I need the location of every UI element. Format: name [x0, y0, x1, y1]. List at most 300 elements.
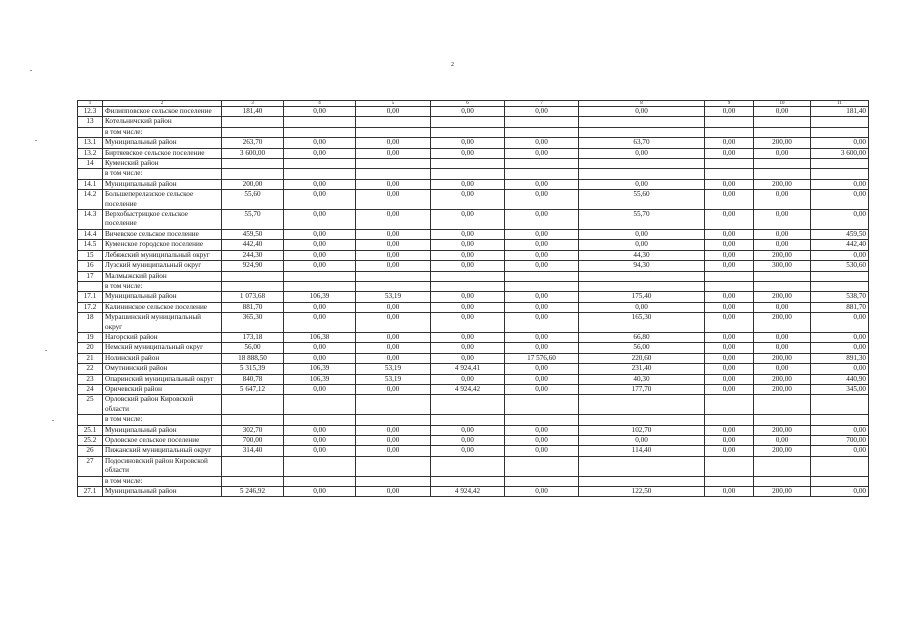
value-cell: 0,00	[754, 436, 811, 446]
value-cell: 0,00	[356, 229, 431, 239]
value-cell	[579, 281, 705, 291]
value-cell	[356, 415, 431, 425]
value-cell: 173,18	[222, 332, 284, 342]
row-name-cell: в том числе:	[103, 281, 222, 291]
value-cell: 0,00	[505, 148, 579, 158]
value-cell	[754, 395, 811, 415]
value-cell: 0,00	[705, 261, 754, 271]
column-number: 8	[579, 101, 705, 107]
value-cell	[222, 395, 284, 415]
value-cell: 0,00	[431, 292, 505, 302]
value-cell: 0,00	[431, 343, 505, 353]
value-cell: 0,00	[754, 107, 811, 117]
value-cell: 0,00	[505, 107, 579, 117]
row-name-cell: Муниципальный район	[103, 487, 222, 497]
value-cell	[222, 169, 284, 179]
value-cell	[811, 456, 869, 476]
value-cell: 0,00	[811, 210, 869, 230]
value-cell: 0,00	[811, 364, 869, 374]
value-cell: 0,00	[284, 210, 356, 230]
column-number: 2	[103, 101, 222, 107]
value-cell: 0,00	[431, 261, 505, 271]
row-number-cell: 17.2	[78, 302, 103, 312]
value-cell: 0,00	[705, 343, 754, 353]
value-cell: 0,00	[505, 425, 579, 435]
value-cell: 0,00	[705, 302, 754, 312]
row-name-cell: Подосиновский район Кировской области	[103, 456, 222, 476]
row-name-cell: Большеперелазское сельское поселение	[103, 190, 222, 210]
value-cell: 0,00	[356, 210, 431, 230]
value-cell: 0,00	[284, 261, 356, 271]
value-cell	[431, 395, 505, 415]
value-cell: 0,00	[284, 425, 356, 435]
value-cell: 459,50	[222, 229, 284, 239]
table-row	[78, 281, 869, 291]
value-cell: 200,00	[222, 179, 284, 189]
row-number-cell: 25.1	[78, 425, 103, 435]
table-row	[78, 240, 869, 250]
row-number-cell: 24	[78, 384, 103, 394]
value-cell: 0,00	[579, 148, 705, 158]
value-cell: 56,00	[579, 343, 705, 353]
value-cell: 0,00	[356, 487, 431, 497]
value-cell: 0,00	[705, 107, 754, 117]
column-number: 11	[811, 101, 869, 107]
value-cell: 63,70	[579, 138, 705, 148]
value-cell	[284, 169, 356, 179]
value-cell: 0,00	[705, 229, 754, 239]
value-cell	[356, 476, 431, 486]
value-cell: 0,00	[811, 487, 869, 497]
row-number-cell	[78, 476, 103, 486]
value-cell	[284, 159, 356, 169]
value-cell: 0,00	[505, 179, 579, 189]
value-cell: 314,40	[222, 446, 284, 456]
value-cell	[579, 456, 705, 476]
value-cell: 200,00	[754, 292, 811, 302]
row-name-cell: Нагорский район	[103, 332, 222, 342]
value-cell	[222, 476, 284, 486]
table-row	[78, 415, 869, 425]
column-number: 9	[705, 101, 754, 107]
scan-mark	[45, 350, 47, 351]
row-number-cell: 14.5	[78, 240, 103, 250]
value-cell	[579, 159, 705, 169]
table-row	[78, 302, 869, 312]
value-cell	[505, 456, 579, 476]
value-cell	[431, 476, 505, 486]
page-number: 2	[451, 62, 454, 68]
value-cell: 55,70	[222, 210, 284, 230]
value-cell	[705, 476, 754, 486]
value-cell: 0,00	[811, 250, 869, 260]
value-cell: 122,50	[579, 487, 705, 497]
value-cell: 0,00	[811, 425, 869, 435]
row-name-cell: Вичевское сельское поселение	[103, 229, 222, 239]
value-cell: 0,00	[579, 107, 705, 117]
value-cell: 18 888,50	[222, 353, 284, 363]
value-cell	[284, 117, 356, 127]
value-cell: 53,19	[356, 292, 431, 302]
value-cell: 0,00	[284, 240, 356, 250]
value-cell: 0,00	[431, 436, 505, 446]
value-cell: 244,30	[222, 250, 284, 260]
value-cell: 0,00	[284, 138, 356, 148]
value-cell: 0,00	[356, 353, 431, 363]
value-cell: 102,70	[579, 425, 705, 435]
value-cell	[222, 281, 284, 291]
value-cell	[505, 415, 579, 425]
value-cell	[705, 271, 754, 281]
value-cell: 0,00	[754, 302, 811, 312]
table-row	[78, 425, 869, 435]
column-number: 10	[754, 101, 811, 107]
row-number-cell: 14	[78, 159, 103, 169]
value-cell	[579, 395, 705, 415]
value-cell: 0,00	[754, 240, 811, 250]
value-cell: 40,30	[579, 374, 705, 384]
value-cell: 0,00	[356, 425, 431, 435]
value-cell: 0,00	[754, 210, 811, 230]
value-cell: 0,00	[356, 240, 431, 250]
value-cell: 56,00	[222, 343, 284, 353]
value-cell: 0,00	[705, 364, 754, 374]
value-cell: 0,00	[356, 190, 431, 210]
row-number-cell: 19	[78, 332, 103, 342]
row-name-cell: Муниципальный район	[103, 425, 222, 435]
value-cell	[705, 127, 754, 137]
value-cell: 0,00	[811, 332, 869, 342]
value-cell	[505, 169, 579, 179]
table-row	[78, 250, 869, 260]
value-cell: 924,90	[222, 261, 284, 271]
value-cell	[284, 281, 356, 291]
value-cell: 0,00	[754, 343, 811, 353]
row-name-cell: в том числе:	[103, 476, 222, 486]
table-row	[78, 364, 869, 374]
scan-mark	[52, 420, 54, 421]
value-cell: 200,00	[754, 138, 811, 148]
value-cell: 0,00	[431, 107, 505, 117]
value-cell: 5 246,92	[222, 487, 284, 497]
value-cell: 181,40	[222, 107, 284, 117]
value-cell: 300,00	[754, 261, 811, 271]
row-name-cell: Куменский район	[103, 159, 222, 169]
value-cell: 0,00	[705, 353, 754, 363]
value-cell: 0,00	[431, 148, 505, 158]
value-cell: 0,00	[431, 240, 505, 250]
value-cell: 0,00	[431, 190, 505, 210]
value-cell	[284, 127, 356, 137]
row-number-cell: 14.1	[78, 179, 103, 189]
value-cell: 0,00	[356, 107, 431, 117]
scan-mark	[30, 70, 32, 71]
value-cell	[811, 476, 869, 486]
value-cell	[505, 281, 579, 291]
table-row	[78, 159, 869, 169]
value-cell	[579, 117, 705, 127]
value-cell	[579, 271, 705, 281]
row-number-cell: 14.2	[78, 190, 103, 210]
value-cell	[811, 395, 869, 415]
scan-mark	[35, 140, 37, 141]
column-number: 1	[78, 101, 103, 107]
value-cell: 200,00	[754, 353, 811, 363]
row-number-cell	[78, 127, 103, 137]
value-cell: 0,00	[356, 250, 431, 260]
value-cell: 0,00	[356, 313, 431, 333]
value-cell	[284, 271, 356, 281]
row-number-cell	[78, 169, 103, 179]
value-cell	[705, 395, 754, 415]
table-row	[78, 127, 869, 137]
value-cell: 220,60	[579, 353, 705, 363]
value-cell: 0,00	[284, 384, 356, 394]
value-cell: 0,00	[579, 229, 705, 239]
value-cell: 200,00	[754, 425, 811, 435]
value-cell	[222, 456, 284, 476]
value-cell: 44,30	[579, 250, 705, 260]
value-cell	[811, 169, 869, 179]
row-name-cell: в том числе:	[103, 127, 222, 137]
value-cell: 55,60	[579, 190, 705, 210]
value-cell: 106,39	[284, 374, 356, 384]
row-number-cell	[78, 415, 103, 425]
value-cell: 0,00	[811, 179, 869, 189]
value-cell: 530,60	[811, 261, 869, 271]
row-number-cell: 27.1	[78, 487, 103, 497]
value-cell	[579, 127, 705, 137]
value-cell: 0,00	[505, 261, 579, 271]
value-cell	[222, 117, 284, 127]
value-cell: 200,00	[754, 446, 811, 456]
row-name-cell: Куменское городское поселение	[103, 240, 222, 250]
value-cell: 0,00	[356, 302, 431, 312]
row-number-cell: 20	[78, 343, 103, 353]
value-cell: 0,00	[754, 229, 811, 239]
value-cell: 0,00	[431, 138, 505, 148]
row-number-cell: 23	[78, 374, 103, 384]
value-cell	[705, 281, 754, 291]
row-number-cell: 25.2	[78, 436, 103, 446]
row-name-cell: Филипповское сельское поселение	[103, 107, 222, 117]
table-row	[78, 229, 869, 239]
value-cell	[284, 456, 356, 476]
column-number: 4	[284, 101, 356, 107]
value-cell	[356, 127, 431, 137]
table-row	[78, 261, 869, 271]
value-cell: 0,00	[431, 313, 505, 333]
row-number-cell: 17	[78, 271, 103, 281]
value-cell: 0,00	[579, 302, 705, 312]
value-cell: 4 924,42	[431, 384, 505, 394]
value-cell: 5 315,39	[222, 364, 284, 374]
value-cell	[579, 476, 705, 486]
row-name-cell: Омутнинский район	[103, 364, 222, 374]
value-cell: 0,00	[431, 374, 505, 384]
value-cell: 0,00	[505, 190, 579, 210]
value-cell: 891,30	[811, 353, 869, 363]
value-cell: 700,00	[811, 436, 869, 446]
value-cell: 0,00	[356, 332, 431, 342]
value-cell	[579, 415, 705, 425]
value-cell: 0,00	[356, 343, 431, 353]
row-name-cell: Пижанский муниципальный округ	[103, 446, 222, 456]
value-cell: 0,00	[705, 384, 754, 394]
value-cell: 165,30	[579, 313, 705, 333]
value-cell: 0,00	[356, 384, 431, 394]
value-cell: 94,30	[579, 261, 705, 271]
table-row	[78, 436, 869, 446]
value-cell	[505, 159, 579, 169]
value-cell: 0,00	[431, 353, 505, 363]
value-cell: 0,00	[284, 107, 356, 117]
value-cell	[284, 415, 356, 425]
value-cell: 0,00	[505, 240, 579, 250]
value-cell: 200,00	[754, 384, 811, 394]
value-cell: 302,70	[222, 425, 284, 435]
value-cell: 0,00	[705, 138, 754, 148]
value-cell	[431, 159, 505, 169]
table-row	[78, 292, 869, 302]
value-cell: 0,00	[505, 210, 579, 230]
value-cell: 0,00	[284, 179, 356, 189]
row-name-cell: Лебяжский муниципальный округ	[103, 250, 222, 260]
value-cell: 0,00	[705, 487, 754, 497]
value-cell	[222, 271, 284, 281]
value-cell: 3 600,00	[222, 148, 284, 158]
value-cell: 175,40	[579, 292, 705, 302]
value-cell	[356, 169, 431, 179]
value-cell: 0,00	[356, 179, 431, 189]
value-cell: 0,00	[284, 343, 356, 353]
value-cell	[754, 271, 811, 281]
value-cell	[431, 281, 505, 291]
value-cell: 0,00	[356, 148, 431, 158]
value-cell	[431, 415, 505, 425]
value-cell: 53,19	[356, 364, 431, 374]
table-row	[78, 384, 869, 394]
value-cell: 106,38	[284, 332, 356, 342]
value-cell	[754, 159, 811, 169]
value-cell: 0,00	[705, 436, 754, 446]
row-number-cell: 17.1	[78, 292, 103, 302]
value-cell	[356, 117, 431, 127]
row-number-cell: 12.3	[78, 107, 103, 117]
value-cell: 0,00	[431, 229, 505, 239]
value-cell: 0,00	[431, 250, 505, 260]
value-cell: 0,00	[284, 487, 356, 497]
value-cell: 200,00	[754, 250, 811, 260]
value-cell	[705, 456, 754, 476]
row-number-cell: 13.2	[78, 148, 103, 158]
value-cell: 0,00	[811, 190, 869, 210]
row-name-cell: в том числе:	[103, 415, 222, 425]
value-cell: 0,00	[505, 250, 579, 260]
value-cell	[284, 395, 356, 415]
row-number-cell: 25	[78, 395, 103, 415]
value-cell: 3 600,00	[811, 148, 869, 158]
value-cell: 55,60	[222, 190, 284, 210]
value-cell: 0,00	[505, 292, 579, 302]
value-cell: 0,00	[431, 425, 505, 435]
value-cell: 0,00	[811, 446, 869, 456]
value-cell: 0,00	[356, 261, 431, 271]
value-cell: 0,00	[284, 250, 356, 260]
table-row	[78, 107, 869, 117]
value-cell	[356, 281, 431, 291]
value-cell: 0,00	[505, 446, 579, 456]
value-cell: 0,00	[754, 364, 811, 374]
row-name-cell: Калининское сельское поселение	[103, 302, 222, 312]
value-cell	[505, 395, 579, 415]
budget-table	[77, 100, 869, 497]
value-cell: 0,00	[579, 240, 705, 250]
value-cell	[811, 117, 869, 127]
row-name-cell: Оричевский район	[103, 384, 222, 394]
table-row	[78, 487, 869, 497]
value-cell: 200,00	[754, 179, 811, 189]
value-cell: 538,70	[811, 292, 869, 302]
value-cell	[356, 271, 431, 281]
value-cell: 0,00	[705, 313, 754, 333]
value-cell: 0,00	[705, 179, 754, 189]
value-cell: 0,00	[579, 436, 705, 446]
value-cell: 442,40	[222, 240, 284, 250]
value-cell: 881,70	[222, 302, 284, 312]
value-cell: 0,00	[705, 148, 754, 158]
row-name-cell: Верхобыстрицкое сельское поселение	[103, 210, 222, 230]
value-cell: 0,00	[284, 446, 356, 456]
value-cell: 345,00	[811, 384, 869, 394]
value-cell	[754, 476, 811, 486]
value-cell: 0,00	[284, 313, 356, 333]
row-name-cell: Опаринский муниципальный округ	[103, 374, 222, 384]
column-number: 6	[431, 101, 505, 107]
value-cell: 0,00	[705, 190, 754, 210]
row-number-cell: 21	[78, 353, 103, 363]
column-number: 3	[222, 101, 284, 107]
value-cell: 4 924,41	[431, 364, 505, 374]
value-cell: 0,00	[505, 313, 579, 333]
value-cell: 0,00	[284, 436, 356, 446]
table-row	[78, 456, 869, 476]
value-cell	[811, 281, 869, 291]
value-cell: 0,00	[284, 190, 356, 210]
row-number-cell: 22	[78, 364, 103, 374]
value-cell: 0,00	[705, 240, 754, 250]
value-cell	[811, 159, 869, 169]
value-cell: 0,00	[431, 332, 505, 342]
value-cell	[431, 271, 505, 281]
value-cell	[705, 169, 754, 179]
row-name-cell: Мурашинский муниципальный округ	[103, 313, 222, 333]
row-number-cell: 14.4	[78, 229, 103, 239]
row-name-cell: Орловский район Кировской области	[103, 395, 222, 415]
value-cell: 0,00	[705, 425, 754, 435]
row-name-cell: Котельничский район	[103, 117, 222, 127]
row-number-cell	[78, 281, 103, 291]
value-cell: 4 924,42	[431, 487, 505, 497]
value-cell: 459,50	[811, 229, 869, 239]
row-name-cell: Муниципальный район	[103, 292, 222, 302]
value-cell	[811, 415, 869, 425]
value-cell: 200,00	[754, 487, 811, 497]
row-name-cell: Лузский муниципальный округ	[103, 261, 222, 271]
table-row	[78, 374, 869, 384]
table-row	[78, 332, 869, 342]
value-cell: 0,00	[356, 138, 431, 148]
